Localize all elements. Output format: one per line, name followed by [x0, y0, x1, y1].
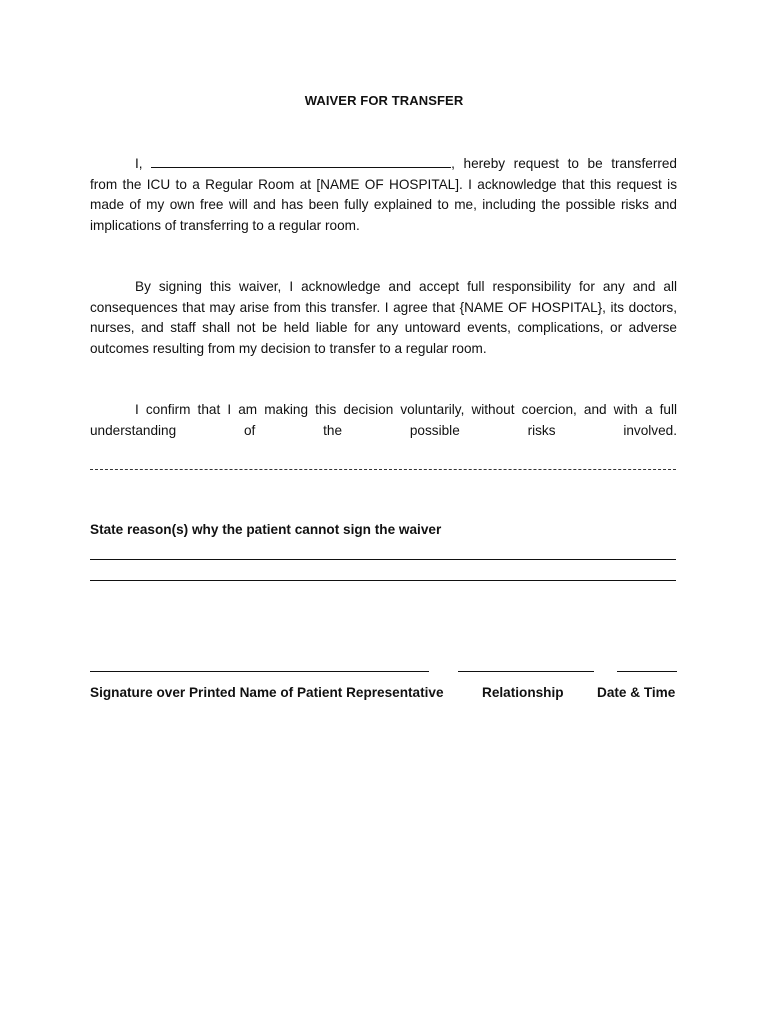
dashed-separator — [90, 469, 676, 470]
document-title: WAIVER FOR TRANSFER — [304, 93, 464, 108]
paragraph-transfer-request — [90, 154, 677, 236]
paragraph-1-prefix: I, — [135, 156, 152, 171]
relationship-line — [458, 671, 594, 672]
date-time-label: Date & Time — [597, 685, 676, 700]
reason-label: State reason(s) why the patient cannot sign the waiver — [90, 522, 442, 537]
date-time-line — [617, 671, 677, 672]
paragraph-liability: By signing this waiver, I acknowledge and accept full responsibility for any and all consequences that may arise from this transfer. I agree that {NAME OF HOSPITAL}, its doctors, nurses, and staff shall not be held liable for any untoward events, complications, or adverse outcomes resulting from my decision to transfer to a regular room. — [90, 279, 677, 356]
signature-label: Signature over Printed Name of Patient Representative — [90, 685, 444, 700]
relationship-label: Relationship — [482, 685, 564, 700]
reason-line-2 — [90, 580, 676, 581]
paragraph-confirmation: I confirm that I am making this decision voluntarily, without coercion, and with a full understanding of the possible risks involved. — [90, 402, 677, 438]
patient-name-blank — [151, 155, 451, 168]
paragraph-1-suffix: , hereby request to be transferred from the ICU to a Regular Room at [NAME OF HOSPITAL]. I acknowledge that this request is made of my own free will and has been fully explained to me, including the possible risks and implications of transferring to a regular room. — [90, 156, 677, 233]
reason-line-1 — [90, 559, 676, 560]
signature-line — [90, 671, 429, 672]
